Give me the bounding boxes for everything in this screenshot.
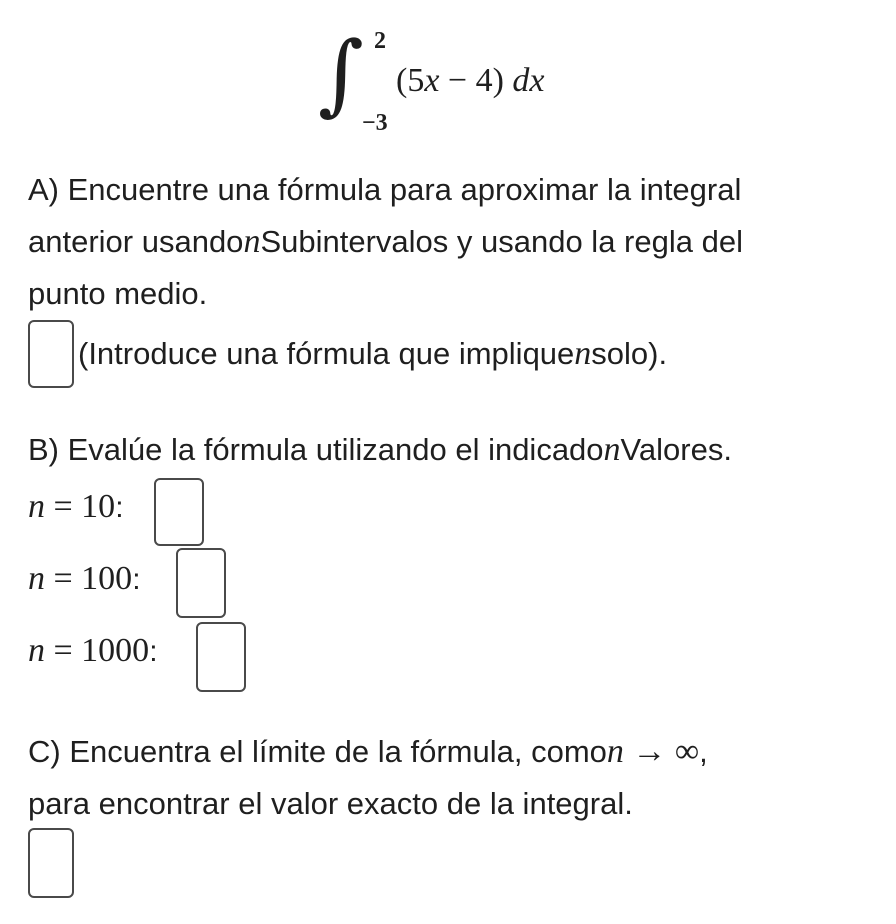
part-c-line-2: para encontrar el valor exacto de la integral. xyxy=(28,786,633,821)
part-b-row-n100 xyxy=(28,560,141,598)
part-b-row-n1000 xyxy=(28,632,158,670)
part-a-hint-var-n: n xyxy=(574,335,592,372)
part-a-line-3: punto medio. xyxy=(28,276,208,311)
part-a-answer-input[interactable] xyxy=(28,320,74,388)
part-c-limit-arrow: → ∞ xyxy=(623,733,700,770)
row-equals-value: = 100 xyxy=(45,560,133,597)
integrand xyxy=(396,62,545,100)
part-a-line-1: A) Encuentre una fórmula para aproximar la integral xyxy=(28,172,742,207)
part-c-var-n: n xyxy=(606,733,624,770)
integral-lower-limit: −3 xyxy=(362,110,388,136)
row-var-n: n xyxy=(28,488,45,525)
part-c-answer-input[interactable] xyxy=(28,828,74,898)
row-equals-value: = 10 xyxy=(45,488,116,525)
part-c-line-1 xyxy=(28,726,708,778)
part-a-line-2-start: anterior usando xyxy=(28,224,244,259)
part-b-intro-start: B) Evalúe la fórmula utilizando el indicado xyxy=(28,432,604,467)
integrand-var: x xyxy=(424,62,440,99)
n100-answer-input[interactable] xyxy=(176,548,226,618)
integral-sign: ∫ xyxy=(318,22,364,125)
row-colon: : xyxy=(115,491,124,524)
part-c-comma: , xyxy=(699,734,708,769)
integral-upper-limit: 2 xyxy=(374,28,386,54)
part-c-line-1-start: C) Encuentra el límite de la fórmula, como xyxy=(28,734,607,769)
differential-var: x xyxy=(529,62,545,99)
row-var-n: n xyxy=(28,632,45,669)
part-a-line-2 xyxy=(28,216,743,268)
row-colon: : xyxy=(149,635,158,668)
integrand-op: − 4) xyxy=(439,62,504,99)
integrand-open: (5 xyxy=(396,62,425,99)
part-a-var-n: n xyxy=(243,223,261,260)
part-b-row-n10 xyxy=(28,488,124,526)
row-equals-value: = 1000 xyxy=(45,632,150,669)
row-colon: : xyxy=(132,563,141,596)
n10-answer-input[interactable] xyxy=(154,478,204,546)
row-var-n: n xyxy=(28,560,45,597)
n1000-answer-input[interactable] xyxy=(196,622,246,692)
part-a-hint-end: solo). xyxy=(591,336,668,371)
integral-expression xyxy=(318,22,618,142)
part-a-hint-start: (Introduce una fórmula que implique xyxy=(78,336,575,371)
part-a-line-2-end: Subintervalos y usando la regla del xyxy=(260,224,743,259)
part-b-intro-end: Valores. xyxy=(620,432,732,467)
part-b-var-n: n xyxy=(603,431,621,468)
part-a-hint xyxy=(78,328,667,380)
part-b-intro xyxy=(28,424,732,476)
differential-d: d xyxy=(512,62,530,99)
